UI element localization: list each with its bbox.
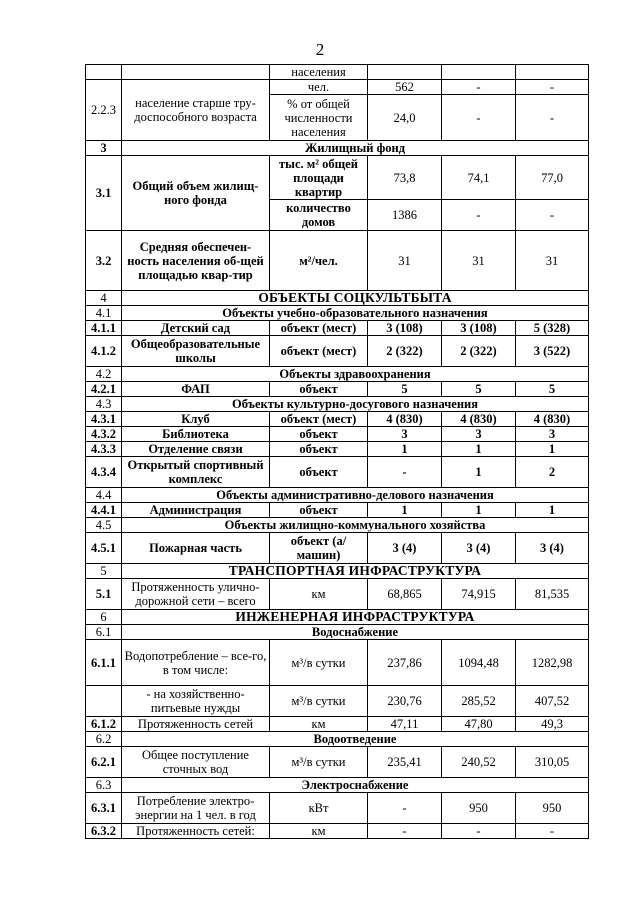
value-cell: 950	[516, 793, 589, 824]
value-cell: -	[442, 95, 516, 141]
section-row	[86, 141, 589, 156]
value-cell: 4 (830)	[442, 412, 516, 427]
row-number: 3.1	[86, 156, 122, 231]
unit-cell: чел.	[270, 80, 368, 95]
value-cell: 5 (328)	[516, 321, 589, 336]
row-number: 6.1.1	[86, 640, 122, 686]
value-cell: 24,0	[368, 95, 442, 141]
value-cell: -	[442, 80, 516, 95]
indicator-name: ФАП	[122, 382, 270, 397]
table-row	[86, 793, 589, 824]
indicator-name: Детский сад	[122, 321, 270, 336]
row-number: 6.2	[86, 732, 122, 747]
indicator-name: Библиотека	[122, 427, 270, 442]
table-row	[86, 80, 589, 95]
unit-cell: объект	[270, 427, 368, 442]
row-number: 4.1.2	[86, 336, 122, 367]
row-number: 6.3	[86, 778, 122, 793]
unit-cell: количество домов	[270, 200, 368, 231]
value-cell: 31	[516, 231, 589, 291]
value-cell: 310,05	[516, 747, 589, 778]
table-row	[86, 579, 589, 610]
indicator-name: население старше тру-доспособного возраста	[122, 80, 270, 141]
value-cell: -	[516, 95, 589, 141]
section-title: ОБЪЕКТЫ СОЦКУЛЬТБЫТА	[122, 291, 589, 306]
indicator-name: Общее поступление сточных вод	[122, 747, 270, 778]
value-cell: 1	[368, 503, 442, 518]
row-number: 4.3	[86, 397, 122, 412]
value-cell: 3	[442, 427, 516, 442]
value-cell: 1	[516, 442, 589, 457]
value-cell: 31	[442, 231, 516, 291]
value-cell: 5	[516, 382, 589, 397]
value-cell: 3	[516, 427, 589, 442]
indicator-name: Пожарная часть	[122, 533, 270, 564]
unit-cell: км	[270, 824, 368, 839]
unit-cell: населения	[270, 65, 368, 80]
table-row	[86, 412, 589, 427]
unit-cell: м³/в сутки	[270, 640, 368, 686]
row-number: 4	[86, 291, 122, 306]
row-number: 4.3.3	[86, 442, 122, 457]
section-row	[86, 397, 589, 412]
section-title: Электроснабжение	[122, 778, 589, 793]
page-number: 2	[315, 40, 325, 59]
indicator-name: Средняя обеспечен-ность населения об-щей площадью квар-тир	[122, 231, 270, 291]
value-cell: 31	[368, 231, 442, 291]
section-title: ТРАНСПОРТНАЯ ИНФРАСТРУКТУРА	[122, 564, 589, 579]
value-cell: 1282,98	[516, 640, 589, 686]
value-cell: 562	[368, 80, 442, 95]
unit-cell: м³/в сутки	[270, 686, 368, 717]
table-row	[86, 442, 589, 457]
indicator-name: Водопотребление – все-го, в том числе:	[122, 640, 270, 686]
row-number: 4.5	[86, 518, 122, 533]
row-number: 4.3.4	[86, 457, 122, 488]
value-cell: 3 (4)	[516, 533, 589, 564]
unit-cell: км	[270, 579, 368, 610]
section-row	[86, 488, 589, 503]
table-row	[86, 427, 589, 442]
row-number: 6.1.2	[86, 717, 122, 732]
unit-cell: объект	[270, 382, 368, 397]
value-cell: 235,41	[368, 747, 442, 778]
indicator-name: Клуб	[122, 412, 270, 427]
value-cell: 47,80	[442, 717, 516, 732]
unit-cell: тыс. м² общей площади квартир	[270, 156, 368, 200]
value-cell: 1386	[368, 200, 442, 231]
value-cell: 74,915	[442, 579, 516, 610]
table-row	[86, 824, 589, 839]
value-cell: 4 (830)	[516, 412, 589, 427]
indicator-name: Отделение связи	[122, 442, 270, 457]
row-number: 5	[86, 564, 122, 579]
value-cell: 240,52	[442, 747, 516, 778]
row-number: 4.4.1	[86, 503, 122, 518]
value-cell: 74,1	[442, 156, 516, 200]
value-cell: 237,86	[368, 640, 442, 686]
section-title: Объекты культурно-досугового назначения	[122, 397, 589, 412]
value-cell: 1	[442, 442, 516, 457]
indicator-name: Общеобразовательные школы	[122, 336, 270, 367]
section-row	[86, 732, 589, 747]
row-number: 3	[86, 141, 122, 156]
section-title: Объекты здравоохранения	[122, 367, 589, 382]
table-row	[86, 717, 589, 732]
value-cell: 285,52	[442, 686, 516, 717]
unit-cell: км	[270, 717, 368, 732]
value-cell: 5	[442, 382, 516, 397]
section-title: Водоотведение	[122, 732, 589, 747]
value-cell: -	[516, 80, 589, 95]
row-number: 4.2.1	[86, 382, 122, 397]
unit-cell: % от общей численности населения	[270, 95, 368, 141]
indicator-name: Протяженность сетей:	[122, 824, 270, 839]
value-cell: -	[368, 457, 442, 488]
value-cell: 3 (4)	[442, 533, 516, 564]
value-cell: 73,8	[368, 156, 442, 200]
unit-cell: м²/чел.	[270, 231, 368, 291]
row-number: 6.1	[86, 625, 122, 640]
row-number: 6	[86, 610, 122, 625]
unit-cell: объект (мест)	[270, 336, 368, 367]
value-cell: 1	[442, 503, 516, 518]
indicator-name: Администрация	[122, 503, 270, 518]
row-number: 4.1.1	[86, 321, 122, 336]
row-number: 6.2.1	[86, 747, 122, 778]
value-cell: -	[442, 200, 516, 231]
section-title: Водоснабжение	[122, 625, 589, 640]
row-number: 4.5.1	[86, 533, 122, 564]
value-cell: 950	[442, 793, 516, 824]
value-cell: -	[516, 824, 589, 839]
table-row	[86, 321, 589, 336]
value-cell: 2 (322)	[442, 336, 516, 367]
value-cell: 230,76	[368, 686, 442, 717]
value-cell: 77,0	[516, 156, 589, 200]
section-row	[86, 625, 589, 640]
indicator-name: Общий объем жилищ-ного фонда	[122, 156, 270, 231]
unit-cell: объект (мест)	[270, 412, 368, 427]
row-number: 4.1	[86, 306, 122, 321]
section-row	[86, 610, 589, 625]
table-row	[86, 533, 589, 564]
value-cell: 4 (830)	[368, 412, 442, 427]
row-number: 4.3.1	[86, 412, 122, 427]
table-row	[86, 457, 589, 488]
unit-cell: объект	[270, 503, 368, 518]
row-number: 6.3.2	[86, 824, 122, 839]
table-row	[86, 640, 589, 686]
table-row	[86, 503, 589, 518]
value-cell: 1	[516, 503, 589, 518]
table-row	[86, 231, 589, 291]
indicators-table	[85, 64, 589, 839]
value-cell: 2	[516, 457, 589, 488]
value-cell: 68,865	[368, 579, 442, 610]
row-number: 4.4	[86, 488, 122, 503]
row-number: 4.3.2	[86, 427, 122, 442]
value-cell: -	[368, 793, 442, 824]
table-row	[86, 686, 589, 717]
section-row	[86, 306, 589, 321]
row-number: 2.2.3	[86, 80, 122, 141]
row-number: 4.2	[86, 367, 122, 382]
indicator-name: Потребление электро-энергии на 1 чел. в год	[122, 793, 270, 824]
row-number: 3.2	[86, 231, 122, 291]
section-title: Жилищный фонд	[122, 141, 589, 156]
table-row	[86, 382, 589, 397]
value-cell: 407,52	[516, 686, 589, 717]
table-row	[86, 336, 589, 367]
value-cell: 3 (108)	[442, 321, 516, 336]
section-row	[86, 367, 589, 382]
value-cell: 81,535	[516, 579, 589, 610]
value-cell: 2 (322)	[368, 336, 442, 367]
indicator-name: Открытый спортивный комплекс	[122, 457, 270, 488]
indicator-name: Протяженность сетей	[122, 717, 270, 732]
indicator-name: Протяженность улично-дорожной сети – всего	[122, 579, 270, 610]
unit-cell: объект	[270, 442, 368, 457]
section-title: Объекты учебно-образовательного назначения	[122, 306, 589, 321]
indicator-name: - на хозяйственно-питьевые нужды	[122, 686, 270, 717]
value-cell: 1094,48	[442, 640, 516, 686]
unit-cell: объект	[270, 457, 368, 488]
unit-cell: кВт	[270, 793, 368, 824]
value-cell: 47,11	[368, 717, 442, 732]
section-title: ИНЖЕНЕРНАЯ ИНФРАСТРУКТУРА	[122, 610, 589, 625]
value-cell: 5	[368, 382, 442, 397]
table-row	[86, 156, 589, 200]
unit-cell: м³/в сутки	[270, 747, 368, 778]
section-row	[86, 564, 589, 579]
unit-cell: объект (мест)	[270, 321, 368, 336]
section-row	[86, 778, 589, 793]
unit-cell: объект (а/машин)	[270, 533, 368, 564]
row-number: 5.1	[86, 579, 122, 610]
section-title: Объекты административно-делового назначения	[122, 488, 589, 503]
section-row	[86, 291, 589, 306]
table-row	[86, 65, 589, 80]
value-cell: -	[442, 824, 516, 839]
section-title: Объекты жилищно-коммунального хозяйства	[122, 518, 589, 533]
value-cell: 49,3	[516, 717, 589, 732]
row-number: 6.3.1	[86, 793, 122, 824]
value-cell: 1	[368, 442, 442, 457]
table-row	[86, 747, 589, 778]
value-cell: 3	[368, 427, 442, 442]
value-cell: 1	[442, 457, 516, 488]
value-cell: -	[516, 200, 589, 231]
value-cell: 3 (108)	[368, 321, 442, 336]
value-cell: -	[368, 824, 442, 839]
value-cell: 3 (522)	[516, 336, 589, 367]
section-row	[86, 518, 589, 533]
value-cell: 3 (4)	[368, 533, 442, 564]
